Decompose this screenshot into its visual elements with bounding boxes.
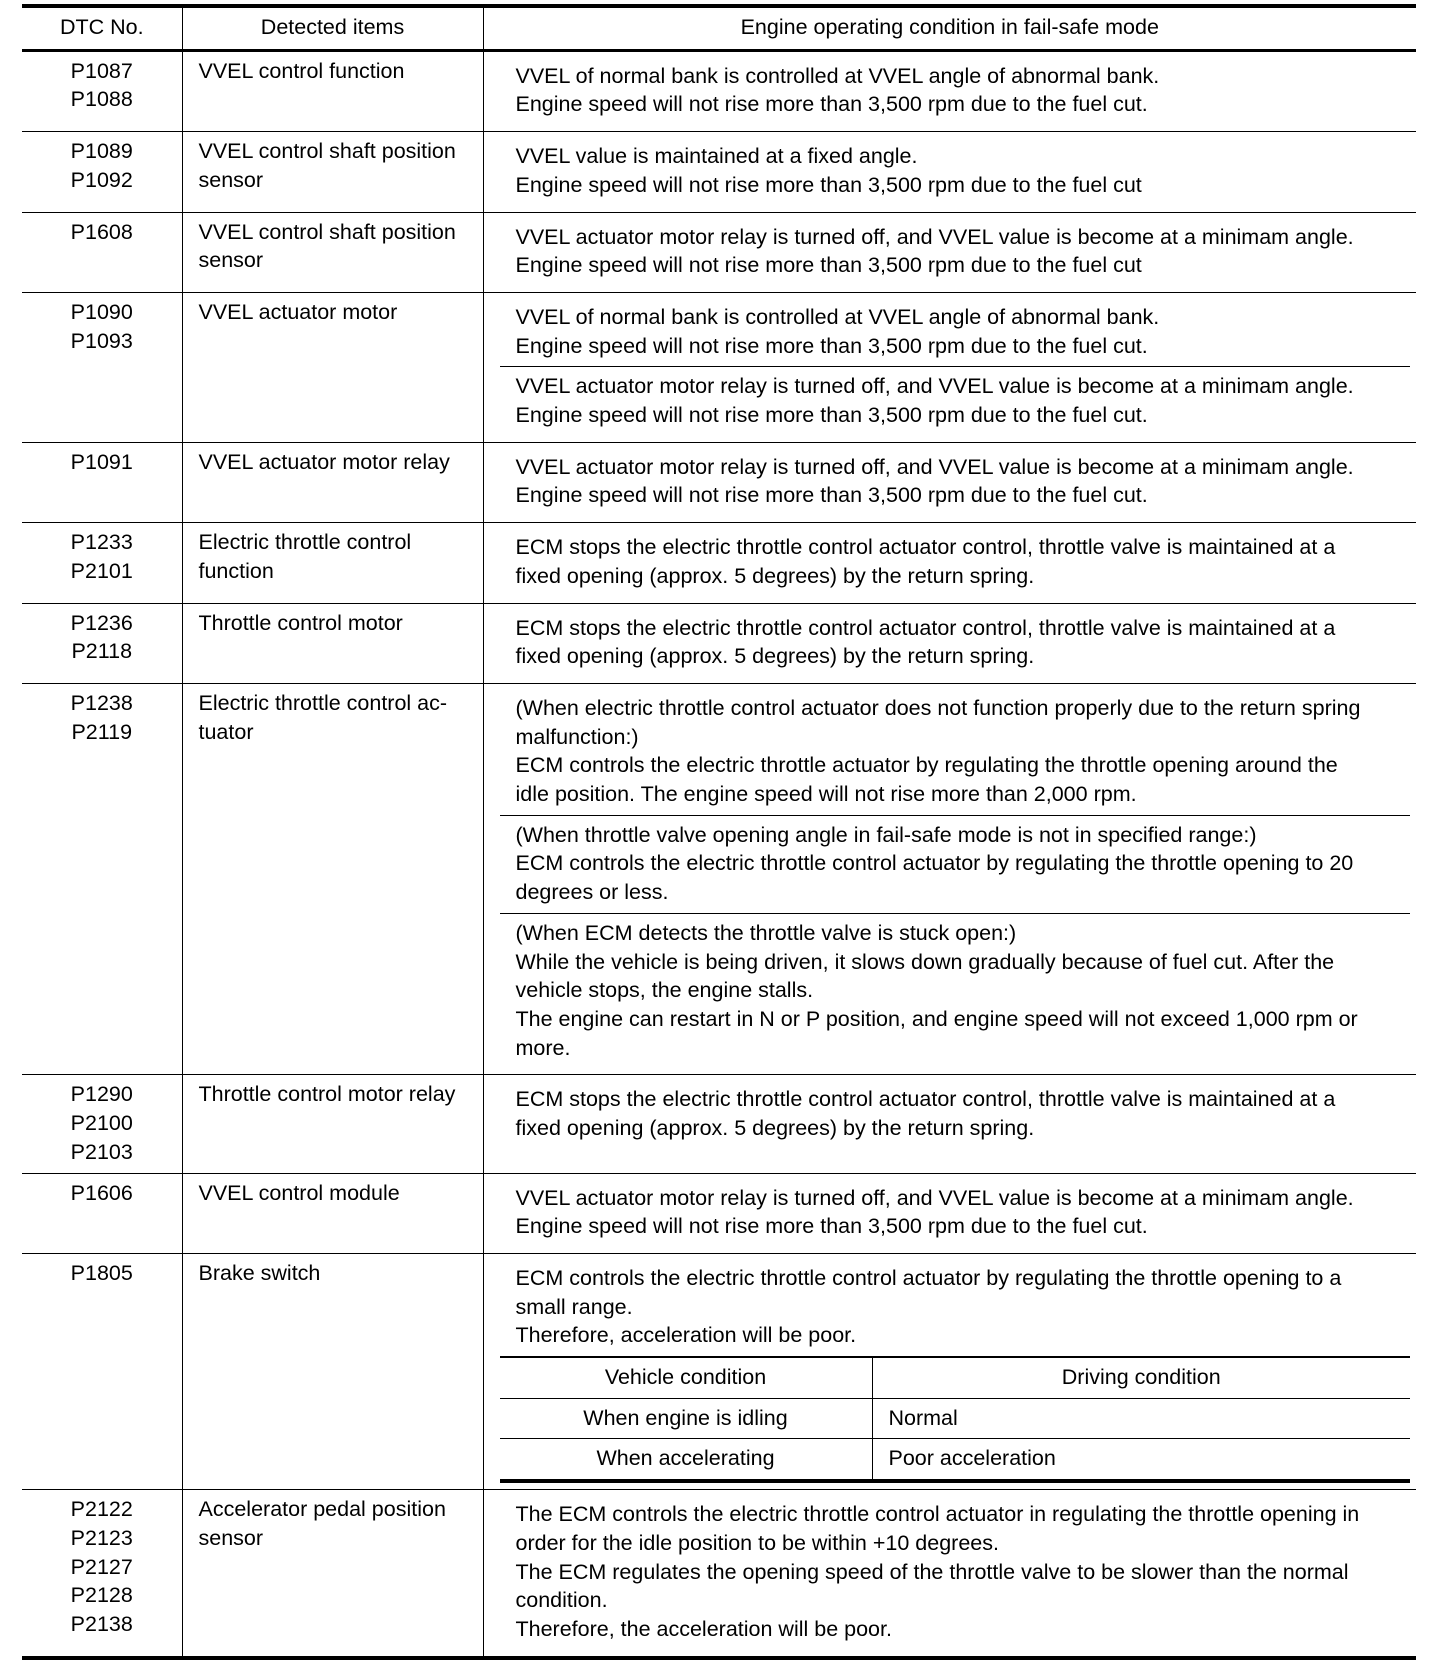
condition-line: (When throttle valve opening angle in fail-safe mode is not in specified range:) (515, 822, 1257, 847)
dtc-code: P1238 (70, 690, 133, 715)
condition-line: VVEL of normal bank is controlled at VVEL angle of abnormal bank. (515, 304, 1160, 329)
dtc-code: P1233 (70, 530, 133, 555)
detected-item-cell (182, 442, 483, 522)
condition-line: more. (515, 1035, 571, 1060)
condition-block (500, 218, 1411, 286)
condition-line: While the vehicle is being driven, it slows down gradually because of fuel cut. After the (515, 949, 1335, 974)
subtable-cell: Normal (872, 1398, 1410, 1439)
detected-item-cell (182, 523, 483, 603)
condition-line: Engine speed will not rise more than 3,500 rpm due to the fuel cut. (515, 1214, 1148, 1239)
subtable-header-row (500, 1358, 1411, 1399)
table-row (22, 1253, 1416, 1489)
condition-block (500, 689, 1411, 816)
condition-line: order for the idle position to be within +10 degrees. (515, 1530, 999, 1555)
dtc-code: P2119 (71, 719, 133, 744)
dtc-code: P1090 (70, 299, 133, 324)
engine-condition-cell (483, 1490, 1416, 1658)
condition-block (500, 137, 1411, 205)
dtc-cell (22, 523, 182, 603)
condition-line: Engine speed will not rise more than 3,500 rpm due to the fuel cut (515, 172, 1142, 197)
engine-condition-cell (483, 1173, 1416, 1253)
dtc-code: P1089 (70, 139, 133, 164)
condition-block (500, 914, 1411, 1069)
condition-line: The ECM regulates the opening speed of the throttle valve to be slower than the normal (515, 1559, 1349, 1584)
engine-condition-cell (483, 603, 1416, 683)
engine-condition-cell (483, 683, 1416, 1074)
dtc-code: P1088 (70, 87, 133, 112)
detected-item-cell (182, 1173, 483, 1253)
subtable-header: Driving condition (872, 1358, 1410, 1399)
engine-condition-cell (483, 523, 1416, 603)
dtc-code: P2118 (71, 639, 133, 664)
condition-block (500, 1259, 1411, 1357)
table-row (22, 683, 1416, 1074)
condition-line: Engine speed will not rise more than 3,500 rpm due to the fuel cut. (515, 483, 1148, 508)
engine-condition-cell (483, 292, 1416, 442)
dtc-cell (22, 1173, 182, 1253)
detected-item-line: Brake switch (198, 1260, 321, 1285)
header-engine-condition: Engine operating condition in fail-safe mode (483, 6, 1416, 50)
dtc-code: P1606 (70, 1180, 133, 1205)
detected-item-line: VVEL control module (198, 1180, 400, 1205)
dtc-cell (22, 1075, 182, 1173)
dtc-code: P1805 (70, 1260, 133, 1285)
detected-item-line: VVEL actuator motor relay (198, 449, 450, 474)
engine-condition-cell (483, 442, 1416, 522)
detected-item-cell (182, 1075, 483, 1173)
dtc-code: P2123 (70, 1525, 133, 1550)
table-row (22, 1490, 1416, 1658)
subtable-header: Vehicle condition (500, 1358, 873, 1399)
dtc-code: P2101 (70, 558, 133, 583)
condition-block (500, 609, 1411, 677)
condition-line: ECM stops the electric throttle control actuator control, throttle valve is maintained at a (515, 615, 1336, 640)
dtc-cell (22, 292, 182, 442)
brake-switch-subtable (500, 1357, 1411, 1483)
engine-condition-cell (483, 212, 1416, 292)
condition-block (500, 1495, 1411, 1650)
condition-line: malfunction:) (515, 724, 639, 749)
condition-line: ECM stops the electric throttle control actuator control, throttle valve is maintained at a (515, 1087, 1336, 1112)
condition-line: fixed opening (approx. 5 degrees) by the return spring. (515, 644, 1035, 669)
dtc-code: P1290 (70, 1082, 133, 1107)
dtc-cell (22, 212, 182, 292)
detected-item-cell (182, 1253, 483, 1489)
failsafe-table (22, 4, 1416, 1660)
detected-item-line: Electric throttle control (198, 530, 412, 555)
engine-condition-cell (483, 132, 1416, 212)
detected-item-line: VVEL actuator motor (198, 299, 398, 324)
table-header-row (22, 6, 1416, 50)
dtc-code: P1092 (70, 167, 133, 192)
detected-item-line: Throttle control motor (198, 610, 403, 635)
condition-line: Engine speed will not rise more than 3,500 rpm due to the fuel cut. (515, 92, 1148, 117)
subtable-cell: When accelerating (500, 1439, 873, 1481)
subtable-row (500, 1398, 1411, 1439)
condition-line: Engine speed will not rise more than 3,500 rpm due to the fuel cut (515, 253, 1142, 278)
table-row (22, 442, 1416, 522)
dtc-code: P1608 (70, 219, 133, 244)
dtc-code: P2103 (70, 1139, 133, 1164)
condition-line: VVEL actuator motor relay is turned off, and VVEL value is become at a minimam angle. (515, 224, 1354, 249)
detected-item-cell (182, 292, 483, 442)
condition-line: Therefore, acceleration will be poor. (515, 1323, 857, 1348)
dtc-cell (22, 442, 182, 522)
detected-item-line: Throttle control motor relay (198, 1082, 456, 1107)
condition-line: VVEL value is maintained at a fixed angle. (515, 144, 918, 169)
condition-block (500, 367, 1411, 435)
condition-line: idle position. The engine speed will not rise more than 2,000 rpm. (515, 782, 1137, 807)
detected-item-line: Electric throttle control ac- (198, 690, 448, 715)
detected-item-cell (182, 212, 483, 292)
condition-line: vehicle stops, the engine stalls. (515, 978, 814, 1003)
table-body (22, 50, 1416, 1657)
condition-block (500, 816, 1411, 914)
dtc-code: P1087 (70, 58, 133, 83)
dtc-cell (22, 683, 182, 1074)
condition-line: degrees or less. (515, 880, 669, 905)
dtc-cell (22, 132, 182, 212)
dtc-code: P2122 (70, 1497, 133, 1522)
condition-line: condition. (515, 1588, 608, 1613)
table-row (22, 132, 1416, 212)
detected-item-line: sensor (198, 1525, 264, 1550)
detected-item-line: VVEL control shaft position (198, 219, 456, 244)
detected-item-line: sensor (198, 248, 264, 273)
table-row (22, 50, 1416, 131)
engine-condition-cell (483, 1075, 1416, 1173)
condition-line: VVEL actuator motor relay is turned off, and VVEL value is become at a minimam angle. (515, 1185, 1354, 1210)
condition-block (500, 298, 1411, 367)
condition-line: small range. (515, 1294, 633, 1319)
condition-line: ECM controls the electric throttle control actuator by regulating the throttle opening to a (515, 1265, 1342, 1290)
condition-line: The engine can restart in N or P position, and engine speed will not exceed 1,000 rpm or (515, 1006, 1358, 1031)
subtable-row (500, 1439, 1411, 1481)
condition-block (500, 1179, 1411, 1247)
dtc-cell (22, 1253, 182, 1489)
detected-item-line: Accelerator pedal position (198, 1497, 446, 1522)
table-row (22, 212, 1416, 292)
condition-block (500, 528, 1411, 596)
condition-line: VVEL of normal bank is controlled at VVEL angle of abnormal bank. (515, 63, 1160, 88)
dtc-code: P2127 (70, 1554, 133, 1579)
engine-condition-cell (483, 50, 1416, 131)
detected-item-line: tuator (198, 719, 254, 744)
table-row (22, 292, 1416, 442)
detected-item-cell (182, 603, 483, 683)
dtc-code: P1091 (70, 449, 133, 474)
condition-line: The ECM controls the electric throttle control actuator in regulating the throttle opening in (515, 1502, 1360, 1527)
detected-item-line: VVEL control function (198, 58, 405, 83)
condition-block (500, 1080, 1411, 1148)
condition-block (500, 57, 1411, 125)
condition-line: (When ECM detects the throttle valve is stuck open:) (515, 920, 1017, 945)
table-row (22, 1075, 1416, 1173)
condition-line: fixed opening (approx. 5 degrees) by the return spring. (515, 563, 1035, 588)
engine-condition-cell (483, 1253, 1416, 1489)
detected-item-cell (182, 50, 483, 131)
condition-line: Engine speed will not rise more than 3,500 rpm due to the fuel cut. (515, 403, 1148, 428)
subtable-cell: When engine is idling (500, 1398, 873, 1439)
dtc-cell (22, 603, 182, 683)
header-detected-items: Detected items (182, 6, 483, 50)
condition-line: ECM controls the electric throttle control actuator by regulating the throttle opening to 20 (515, 851, 1354, 876)
condition-line: fixed opening (approx. 5 degrees) by the return spring. (515, 1116, 1035, 1141)
header-dtc-no: DTC No. (22, 6, 182, 50)
condition-line: ECM stops the electric throttle control actuator control, throttle valve is maintained at a (515, 535, 1336, 560)
detected-item-line: function (198, 558, 274, 583)
detected-item-line: VVEL control shaft position (198, 139, 456, 164)
detected-item-cell (182, 683, 483, 1074)
dtc-code: P1236 (70, 610, 133, 635)
table-row (22, 523, 1416, 603)
condition-line: Engine speed will not rise more than 3,500 rpm due to the fuel cut. (515, 333, 1148, 358)
subtable-cell: Poor acceleration (872, 1439, 1410, 1481)
table-row (22, 1173, 1416, 1253)
dtc-code: P2128 (70, 1583, 133, 1608)
dtc-cell (22, 50, 182, 131)
condition-line: Therefore, the acceleration will be poor. (515, 1616, 892, 1641)
dtc-code: P2138 (70, 1611, 133, 1636)
dtc-cell (22, 1490, 182, 1658)
failsafe-document (22, 4, 1416, 1660)
condition-line: VVEL actuator motor relay is turned off, and VVEL value is become at a minimam angle. (515, 374, 1354, 399)
condition-block (500, 448, 1411, 516)
detected-item-line: sensor (198, 167, 264, 192)
table-row (22, 603, 1416, 683)
dtc-code: P2100 (70, 1111, 133, 1136)
detected-item-cell (182, 132, 483, 212)
condition-line: (When electric throttle control actuator does not function properly due to the return spring (515, 695, 1361, 720)
dtc-code: P1093 (70, 328, 133, 353)
condition-line: VVEL actuator motor relay is turned off, and VVEL value is become at a minimam angle. (515, 454, 1354, 479)
detected-item-cell (182, 1490, 483, 1658)
condition-line: ECM controls the electric throttle actuator by regulating the throttle opening around the (515, 753, 1338, 778)
